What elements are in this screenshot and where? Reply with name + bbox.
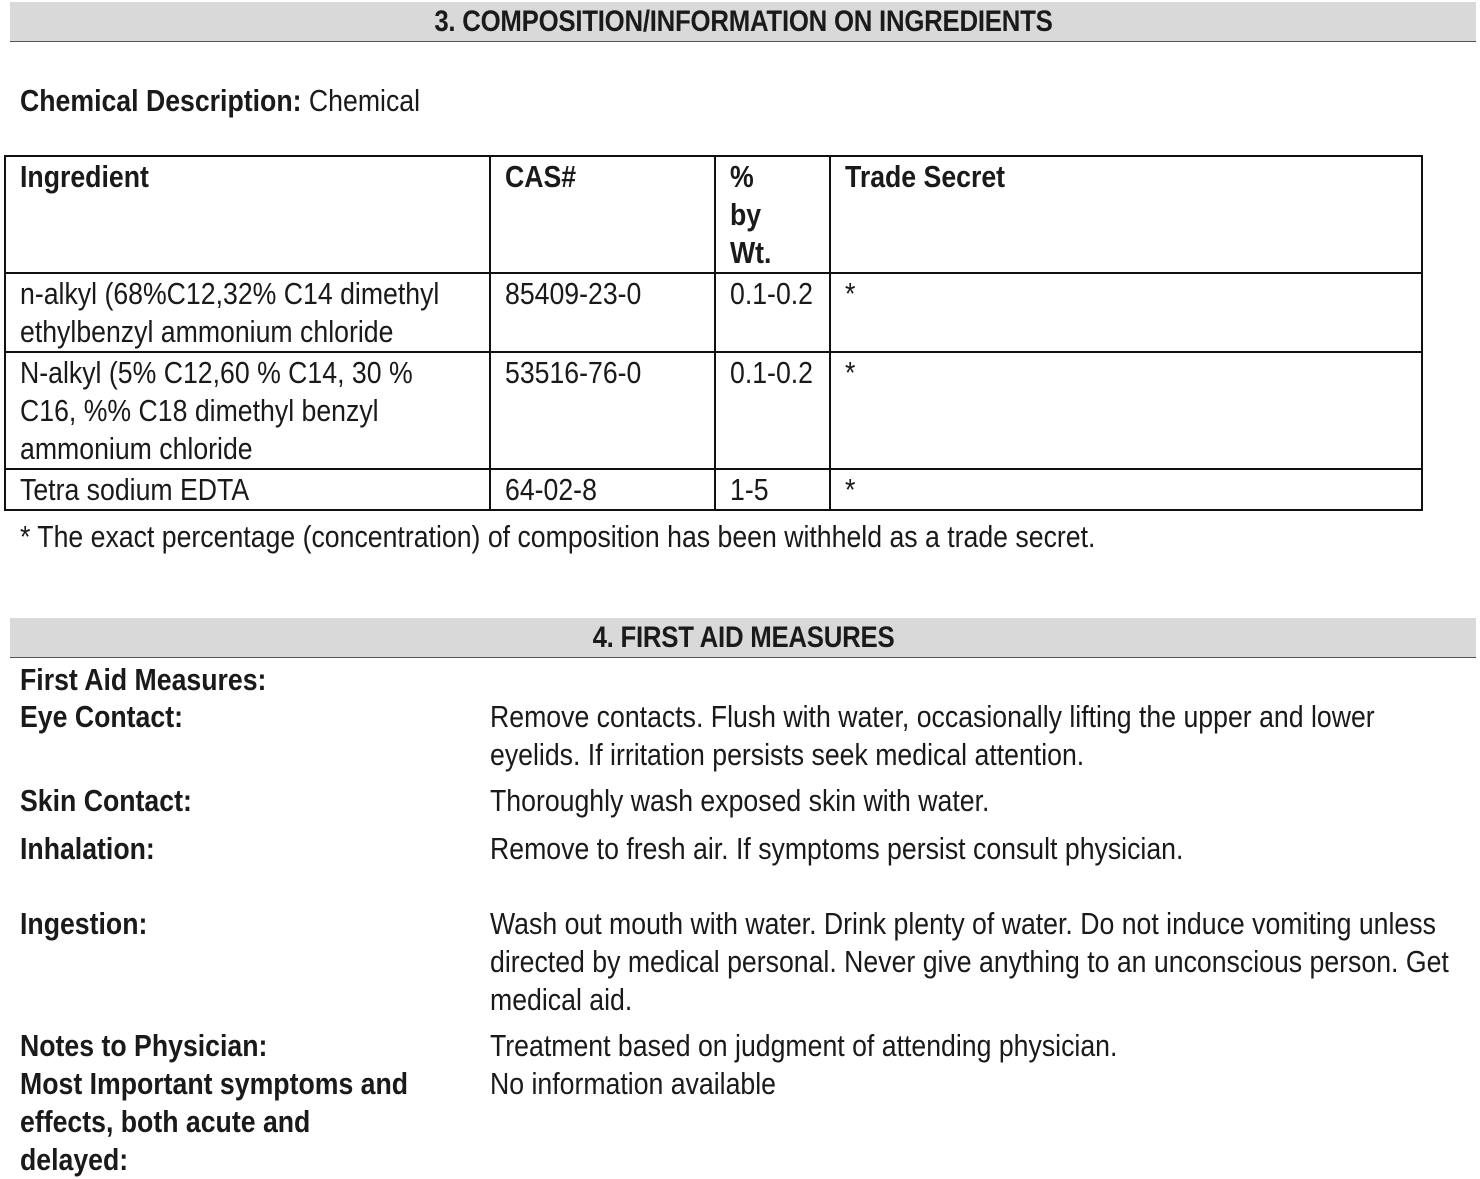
cell-trade-secret: *: [830, 352, 1422, 469]
cell-cas: 53516-76-0: [490, 352, 715, 469]
chemical-description-value: Chemical: [308, 83, 421, 118]
header-trade-secret: Trade Secret: [830, 156, 1422, 273]
table-row: [5, 352, 1422, 469]
inhalation-label: Inhalation:: [20, 831, 155, 866]
cell-percent: 0.1-0.2: [715, 352, 830, 469]
ingestion-value: Wash out mouth with water. Drink plenty of water. Do not induce vomiting unless directed by medical personal. Never give anything to an unconscious person. Get medical aid.: [490, 906, 1449, 1017]
most-important-symptoms-label: Most Important symptoms and effects, both acute and delayed:: [20, 1066, 409, 1177]
header-percent-by-weight: % by Wt.: [715, 156, 830, 273]
section-4-title: 4. FIRST AID MEASURES: [592, 621, 894, 654]
eye-contact-label: Eye Contact:: [20, 699, 183, 734]
cell-percent: 1-5: [715, 469, 830, 510]
cell-ingredient: Tetra sodium EDTA: [5, 469, 490, 510]
table-header-row: [5, 156, 1422, 273]
cell-cas: 85409-23-0: [490, 273, 715, 352]
cell-trade-secret: *: [830, 469, 1422, 510]
cell-trade-secret: *: [830, 273, 1422, 352]
chemical-description: [20, 82, 485, 120]
cell-ingredient: n-alkyl (68%C12,32% C14 dimethyl ethylbenzyl ammonium chloride: [5, 273, 490, 352]
eye-contact-value: Remove contacts. Flush with water, occasionally lifting the upper and lower eyelids. If irritation persists seek medical attention.: [490, 699, 1375, 772]
header-cas: CAS#: [490, 156, 715, 273]
trade-secret-footnote: * The exact percentage (concentration) of composition has been withheld as a trade secret.: [20, 519, 1096, 554]
notes-to-physician-value: Treatment based on judgment of attending physician.: [490, 1028, 1118, 1063]
inhalation-value: Remove to fresh air. If symptoms persist consult physician.: [490, 831, 1184, 866]
section-4-header: [10, 618, 1476, 658]
table-row: [5, 469, 1422, 510]
header-ingredient: Ingredient: [5, 156, 490, 273]
cell-percent: 0.1-0.2: [715, 273, 830, 352]
first-aid-subtitle: First Aid Measures:: [20, 662, 267, 697]
skin-contact-label: Skin Contact:: [20, 783, 192, 818]
chemical-description-label: Chemical Description:: [20, 83, 302, 118]
section-3-header: [10, 2, 1476, 42]
section-3-title: 3. COMPOSITION/INFORMATION ON INGREDIENTS: [433, 5, 1053, 38]
cell-ingredient: N-alkyl (5% C12,60 % C14, 30 % C16, %% C18 dimethyl benzyl ammonium chloride: [5, 352, 490, 469]
ingredients-table: [4, 155, 1423, 511]
table-row: [5, 273, 1422, 352]
ingestion-label: Ingestion:: [20, 906, 148, 941]
skin-contact-value: Thoroughly wash exposed skin with water.: [490, 783, 990, 818]
cell-cas: 64-02-8: [490, 469, 715, 510]
most-important-symptoms-value: No information available: [490, 1066, 777, 1101]
notes-to-physician-label: Notes to Physician:: [20, 1028, 268, 1063]
